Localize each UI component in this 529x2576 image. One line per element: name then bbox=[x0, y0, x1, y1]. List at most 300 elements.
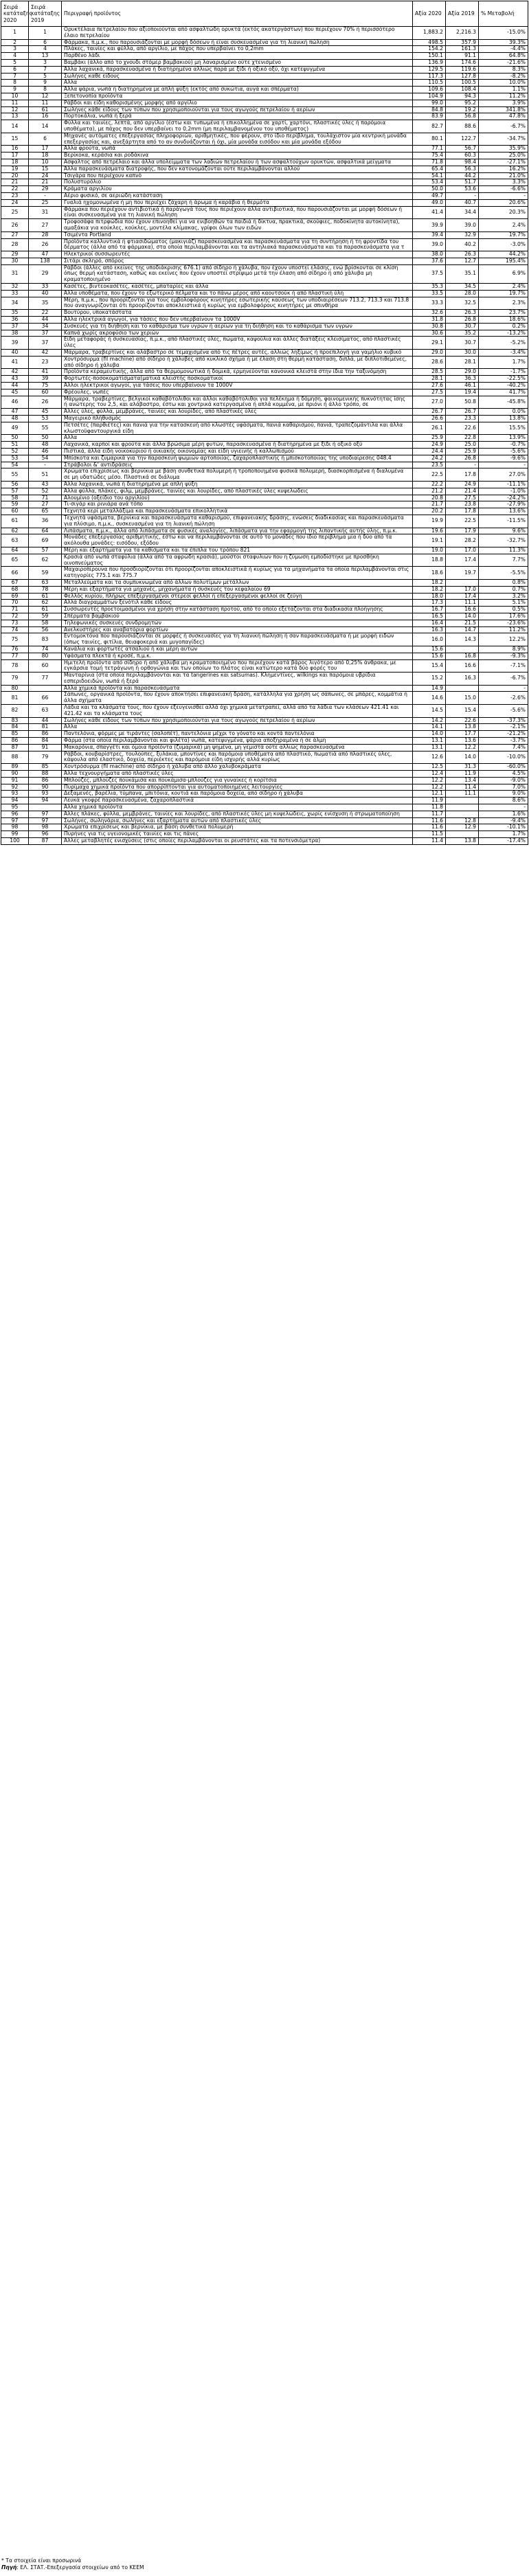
change-cell: -40.2% bbox=[479, 383, 528, 389]
rank-2019-cell: 62 bbox=[29, 554, 62, 567]
description-cell: Δεξαμενές, βαρέλια, τύμπανα, μπιτόνια, κουτιά και παρόμοια δοχεία, από σίδηρο ή χάλυβα bbox=[62, 791, 413, 798]
rank-2019-cell: 7 bbox=[29, 66, 62, 73]
value-2020-cell: 33.5 bbox=[413, 290, 446, 297]
value-2020-cell: 12.2 bbox=[413, 777, 446, 784]
rank-2019-cell: 40 bbox=[29, 290, 62, 297]
rank-2020-cell: 71 bbox=[1, 607, 29, 613]
rank-2019-cell: 93 bbox=[29, 791, 62, 798]
rank-2019-cell: 16 bbox=[29, 113, 62, 120]
change-cell: -10.0% bbox=[479, 751, 528, 764]
description-cell: Αλουμίνιο (οξείδιο του αργιλίου) bbox=[62, 495, 413, 501]
value-2020-cell: 82.7 bbox=[413, 120, 446, 133]
rank-2020-cell: 45 bbox=[1, 389, 29, 396]
change-cell: -37.3% bbox=[479, 717, 528, 724]
value-2019-cell: 13.4 bbox=[446, 777, 479, 784]
description-cell: Άλλα ηλεκτρικά αγωγοί, για τάσεις που δεν υπερβαίνουν τα 1000V bbox=[62, 317, 413, 324]
value-2019-cell: 357.9 bbox=[446, 39, 479, 46]
change-cell: -6.6% bbox=[479, 186, 528, 193]
value-2019-cell: 16.3 bbox=[446, 673, 479, 686]
rank-2019-cell: 66 bbox=[29, 692, 62, 705]
table-row bbox=[1, 744, 528, 751]
value-2019-cell: 15.4 bbox=[446, 705, 479, 718]
rank-2019-cell: 83 bbox=[29, 633, 62, 646]
value-2020-cell: 37.6 bbox=[413, 258, 446, 264]
description-cell: Μαχαιροπίρουνα που προσδιορίζονται ότι προορίζονται αποκλειστικά ή κυρίως για τα μηχανήματα τα οποία περιλαμβάνονται στις κατηγορίες 775.1 και 775.7 bbox=[62, 567, 413, 580]
value-2020-cell: 26.1 bbox=[413, 422, 446, 435]
value-2019-cell: 40.7 bbox=[446, 199, 479, 206]
value-2020-cell: 29.0 bbox=[413, 350, 446, 357]
rank-2019-cell: 86 bbox=[29, 731, 62, 738]
value-2019-cell bbox=[446, 646, 479, 653]
change-cell: 7.4% bbox=[479, 744, 528, 751]
rank-2020-cell: 64 bbox=[1, 547, 29, 554]
description-cell: Χρώματα επιχρίσεως και βερνίκια με βάση συνθετικά πολυμερή ή τροποποιημένα φυσικά πολυμερή, διασκορπισμένα ή διαλυμένα σε μη υδατώδες μέσο. Πλαστικά σε διάλυμα bbox=[62, 468, 413, 482]
value-2019-cell: 14.7 bbox=[446, 626, 479, 633]
description-cell: Υφάσματα πλεκτά ή κροσέ, π.μ.κ. bbox=[62, 653, 413, 659]
table-row bbox=[1, 66, 528, 73]
table-row bbox=[1, 673, 528, 686]
value-2020-cell: 19.0 bbox=[413, 547, 446, 554]
value-2019-cell: 17.9 bbox=[446, 528, 479, 534]
rank-2020-cell: 94 bbox=[1, 798, 29, 804]
rank-2019-cell: 22 bbox=[29, 310, 62, 317]
table-row bbox=[1, 620, 528, 626]
value-2020-cell: 12.5 bbox=[413, 764, 446, 771]
rank-2020-cell: 82 bbox=[1, 705, 29, 718]
description-cell: Άλλα υποθέματα, που έχουν το εξωτερικό πέλματα και το πάνω μέρος από καουτσούκ ή από πλαστική ύλη bbox=[62, 290, 413, 297]
rank-2019-cell: 69 bbox=[29, 534, 62, 547]
rank-2020-cell: 55 bbox=[1, 468, 29, 482]
description-cell: Άλλα ψάρια, νωπά ή διατηρημένα με απλή ψύξη (εκτός από συκώτια, αυγά και σπέρματα) bbox=[62, 87, 413, 93]
value-2020-cell: 53.4 bbox=[413, 179, 446, 186]
rank-2019-cell: 88 bbox=[29, 771, 62, 778]
table-row bbox=[1, 633, 528, 646]
description-cell: Φελλός κυρίου, πλήρως επεξεργασμένοι στερεοί φελλοί ή επεξεργασμένοι φελλοί σε ζεύγη bbox=[62, 593, 413, 600]
rank-2020-cell: 51 bbox=[1, 442, 29, 449]
description-cell: Ορυκτέλαια πετρελαίου που αξιοποιούνται από ασφαλτώδη ορυκτά (εκτός ακατεργάστων) που περιέχουν 70% ή περισσότερο έλαιο πετρελαίου bbox=[62, 27, 413, 40]
table-row bbox=[1, 534, 528, 547]
rank-2019-cell: 71 bbox=[29, 495, 62, 501]
change-cell: - bbox=[479, 804, 528, 811]
rank-2019-cell: 27 bbox=[29, 501, 62, 508]
rank-2020-cell: 99 bbox=[1, 831, 29, 838]
rank-2020-cell: 7 bbox=[1, 73, 29, 80]
rank-2019-cell: 23 bbox=[29, 356, 62, 369]
table-row bbox=[1, 468, 528, 482]
rank-2020-cell: 50 bbox=[1, 435, 29, 442]
value-2019-cell: 31.3 bbox=[446, 764, 479, 771]
rank-2019-cell: 90 bbox=[29, 784, 62, 791]
value-2020-cell: 110.5 bbox=[413, 80, 446, 87]
rank-2019-cell: 13 bbox=[29, 53, 62, 60]
value-2019-cell: 14.0 bbox=[446, 751, 479, 764]
change-cell: -60.0% bbox=[479, 764, 528, 771]
value-2020-cell: 15.6 bbox=[413, 653, 446, 659]
change-cell: -32.7% bbox=[479, 534, 528, 547]
value-2020-cell: 41.4 bbox=[413, 206, 446, 219]
description-cell: Σωλήνες κάθε είδους των τύπων που χρησιμοποιούνται για τους αγωγούς πετρελαίου ή αερίων bbox=[62, 717, 413, 724]
rank-2020-cell: 86 bbox=[1, 738, 29, 745]
rank-2019-cell: 84 bbox=[29, 738, 62, 745]
value-2019-cell: 19.4 bbox=[446, 389, 479, 396]
value-2020-cell: 21.2 bbox=[413, 488, 446, 495]
description-cell: Άλλα φύλλα, πλάκες, φιλμ, μεμβράνες, ταινίες και λουρίδες, από πλαστικές ύλες κυψελώδεις bbox=[62, 488, 413, 495]
description-cell: Τσιμέντα Portland bbox=[62, 231, 413, 238]
value-2019-cell: 22.6 bbox=[446, 717, 479, 724]
description-cell: Μάρμαρα, τραβερτίνες, βελγικοί καθαβότολιθοι και άλλοι καθαβότολιθοι για πελέκημα ή δόμηση, φαινομενικής πυκνότητας ίσης ή ανώτερης του 2,5, και αλάβαστρο, έστω και χοντρικά κατεργασμένα ή απλά κομμένα, με πριόνι ή άλλο τρόπο, σε bbox=[62, 396, 413, 409]
rank-2019-cell: 36 bbox=[29, 515, 62, 528]
table-row bbox=[1, 159, 528, 166]
description-cell: Λάδια και τα κλάσματα τους, που έχουν εξευγενισθεί αλλά όχι χημικά μετατραπεί, αλλά από τα λάδια των κλάσεων 421.41 και 421.42 και τα κλάσματα τους bbox=[62, 705, 413, 718]
change-cell: -5.6% bbox=[479, 449, 528, 455]
description-cell: Φύλλα και ταινίες, λεπτά, από αργίλιο (έστω και τυπωμένα ή επικολλημένα σε χαρτί, χαρτόνι, πλαστικές ύλες ή παρόμοια υποθέματα), με πάχος που δεν υπερβαίνει το 0,2mm (μη περιλαμβανομένου του υποθέματος) bbox=[62, 120, 413, 133]
table-body bbox=[1, 27, 528, 845]
value-2020-cell: 24.9 bbox=[413, 442, 446, 449]
rank-2019-cell: 12 bbox=[29, 93, 62, 100]
description-cell: Μηχανές αυτόματες επεξεργασίας πληροφοριών, αριθμητικές, που φέρουν, στο ίδιο περίβλημα, τουλάχιστον μία κεντρική μονάδα επεξεργασίας και, ανεξάρτητα από το αν συνδυάζονται ή όχι, μία μονάδα εισόδου και μία μονάδα εξόδου bbox=[62, 133, 413, 146]
value-2020-cell: 16.4 bbox=[413, 620, 446, 626]
value-2020-cell: 14.1 bbox=[413, 724, 446, 731]
table-row bbox=[1, 258, 528, 264]
change-cell: 35.9% bbox=[479, 146, 528, 152]
rank-2019-cell: 31 bbox=[29, 206, 62, 219]
rank-2019-cell: 43 bbox=[29, 481, 62, 488]
change-cell: -45.8% bbox=[479, 396, 528, 409]
rank-2019-cell: 37 bbox=[29, 330, 62, 337]
change-cell: 16.2% bbox=[479, 166, 528, 172]
change-cell: -5.6% bbox=[479, 705, 528, 718]
rank-2020-cell: 35 bbox=[1, 310, 29, 317]
rank-2020-cell: 33 bbox=[1, 290, 29, 297]
value-2020-cell: 33.3 bbox=[413, 297, 446, 310]
description-cell: Στράβολοι &' αντιδράσεις bbox=[62, 462, 413, 468]
rank-2019-cell: 17 bbox=[29, 146, 62, 152]
rank-2020-cell: 80 bbox=[1, 685, 29, 692]
description-cell: Κρασιά από νωπά σταφύλια (άλλα από τα αφρώδη κρασιά), μούστοι σταφυλιών που η ζύμωση εμποδίστηκε με προσθήκη οινοπνεύματος bbox=[62, 554, 413, 567]
change-cell: 1.7% bbox=[479, 356, 528, 369]
rank-2020-cell: 57 bbox=[1, 488, 29, 495]
description-cell: Τσιγάρα που περιέχουν καπνό bbox=[62, 172, 413, 179]
change-cell: -4.4% bbox=[479, 46, 528, 53]
rank-2020-cell: 79 bbox=[1, 673, 29, 686]
description-cell: Προϊόντα καλλυντικά ή φτιασιδώματος (μακιγιάζ) παρασκευασμένα και παρασκευάσματα για τη συντήρηση ή τη φροντίδα του δέρματος (άλλα από τα φάρμακα), στα οποία περιλαμβάνονται και τα αντηλιακά παρασκευάσματα και τα παρασκευάσματα για τ bbox=[62, 238, 413, 251]
rank-2019-cell: 21 bbox=[29, 179, 62, 186]
value-2020-cell: 75.4 bbox=[413, 152, 446, 159]
rank-2019-cell: 52 bbox=[29, 488, 62, 495]
rank-2019-cell: 14 bbox=[29, 120, 62, 133]
rank-2019-cell: 44 bbox=[29, 317, 62, 324]
description-cell: Άλλοι ηλεκτρικοί αγωγοί, για τάσεις που υπερβαίνουν τα 1000V bbox=[62, 383, 413, 389]
description-cell: Ανελκυστήρες και αναβατόρια φορτίων bbox=[62, 626, 413, 633]
rank-2019-cell: 86 bbox=[29, 777, 62, 784]
table-row bbox=[1, 567, 528, 580]
rank-2019-cell: 6 bbox=[29, 39, 62, 46]
description-cell: Προϊόντα κεραμευτικής, άλλα από τα θερμομονωτικά ή δομικά, ερμηνεύονται κανονικά κλειστά στην ίδια την ταξινόμηση bbox=[62, 369, 413, 376]
rank-2020-cell: 40 bbox=[1, 350, 29, 357]
change-cell: 41.7% bbox=[479, 389, 528, 396]
change-cell: 1.1% bbox=[479, 87, 528, 93]
description-cell: Λιπάσματα, π.μ.κ., άλλα από λιπάσματα σε φυσικές αναλογίες, λιπάσματα για την εφαρμογή της λιπαντικής αυτής ύλης, π.μ.κ. bbox=[62, 528, 413, 534]
description-cell: Μπίσκοτα και ζυμαρικά για την παρασκευή ψωμιών αρτοποιίας, ζαχαροπλαστικής ή μπισκοτοποιίας της υποδιαίρεσης 048.4 bbox=[62, 455, 413, 462]
value-2020-cell: 49.7 bbox=[413, 192, 446, 199]
value-2019-cell: 21.5 bbox=[446, 620, 479, 626]
rank-2019-cell: 81 bbox=[29, 724, 62, 731]
rank-2020-cell: 65 bbox=[1, 554, 29, 567]
description-cell: Βερίκοκα, κεράσια και ροδάκινα bbox=[62, 152, 413, 159]
header-rank-2019: Σειρά κατάταξης 2019 bbox=[29, 1, 62, 27]
value-2019-cell: 19.2 bbox=[446, 106, 479, 113]
value-2020-cell: 27.6 bbox=[413, 383, 446, 389]
rank-2020-cell: 24 bbox=[1, 199, 29, 206]
rank-2020-cell: 87 bbox=[1, 744, 29, 751]
rank-2019-cell: 25 bbox=[29, 199, 62, 206]
change-cell: 0.2% bbox=[479, 323, 528, 330]
value-2019-cell: 28.1 bbox=[446, 356, 479, 369]
value-2019-cell: - bbox=[446, 192, 479, 199]
value-2019-cell: 14.3 bbox=[446, 633, 479, 646]
rank-2020-cell: 47 bbox=[1, 409, 29, 416]
rank-2020-cell: 46 bbox=[1, 396, 29, 409]
value-2019-cell: 39.0 bbox=[446, 219, 479, 232]
value-2019-cell: 2,216.3 bbox=[446, 27, 479, 40]
change-cell: 19.7% bbox=[479, 231, 528, 238]
value-2020-cell: 24.2 bbox=[413, 455, 446, 462]
description-cell: Μεταλλεύματα και τα συμπυκνωμένα από άλλων πολυτίμων μετάλλων bbox=[62, 579, 413, 586]
rank-2019-cell: 60 bbox=[29, 389, 62, 396]
table-row bbox=[1, 133, 528, 146]
value-2019-cell: 11.1 bbox=[446, 600, 479, 607]
value-2019-cell: 15.0 bbox=[446, 692, 479, 705]
rank-2020-cell: 27 bbox=[1, 231, 29, 238]
value-2019-cell: 108.4 bbox=[446, 87, 479, 93]
rank-2020-cell: 81 bbox=[1, 692, 29, 705]
value-2020-cell: 28.5 bbox=[413, 369, 446, 376]
change-cell: 2.4% bbox=[479, 219, 528, 232]
rank-2020-cell: 2 bbox=[1, 39, 29, 46]
table-row bbox=[1, 93, 528, 100]
value-2019-cell: 11.1 bbox=[446, 791, 479, 798]
table-row bbox=[1, 586, 528, 593]
description-cell: Άλλες πλάκες, φύλλα, μεμβράνες, ταινίες και λουρίδες, από πλαστικές ύλες μη κυψελώδεις, χωρίς ενίσχυση ή στρωματοποίηση bbox=[62, 811, 413, 817]
description-cell: Χοντρόσυρμα (fil machine) από σίδηρο ή χάλυβες από κυκλικό σχήμα ή με έλαση στη θερμή κατάσταση, διπλά, με διπλοτιθεμένες, από σίδηρο ή χάλυβα bbox=[62, 356, 413, 369]
rank-2019-cell: 10 bbox=[29, 159, 62, 166]
rank-2019-cell: 97 bbox=[29, 817, 62, 824]
value-2020-cell: 498.5 bbox=[413, 39, 446, 46]
value-2019-cell: 16.6 bbox=[446, 607, 479, 613]
value-2019-cell: 16.6 bbox=[446, 659, 479, 673]
rank-2020-cell: 78 bbox=[1, 659, 29, 673]
change-cell: 64.8% bbox=[479, 53, 528, 60]
rank-2019-cell: 85 bbox=[29, 764, 62, 771]
description-cell: Καπνά χωρίς ακροφύσιο των χεριών bbox=[62, 330, 413, 337]
rank-2019-cell: 44 bbox=[29, 717, 62, 724]
rank-2019-cell: 53 bbox=[29, 416, 62, 422]
table-row bbox=[1, 323, 528, 330]
value-2020-cell: 11.8 bbox=[413, 804, 446, 811]
rank-2019-cell: 63 bbox=[29, 705, 62, 718]
table-row bbox=[1, 389, 528, 396]
value-2019-cell: 30.0 bbox=[446, 350, 479, 357]
table-row bbox=[1, 100, 528, 106]
value-2019-cell: 24.9 bbox=[446, 481, 479, 488]
header-value-2020: Αξία 2020 bbox=[413, 1, 446, 27]
rank-2020-cell: 88 bbox=[1, 751, 29, 764]
rank-2020-cell: 13 bbox=[1, 113, 29, 120]
change-cell: -10.1% bbox=[479, 824, 528, 831]
value-2020-cell: 136.9 bbox=[413, 59, 446, 66]
change-cell: -27.9% bbox=[479, 501, 528, 508]
value-2019-cell bbox=[446, 811, 479, 817]
rank-2019-cell: 8 bbox=[29, 87, 62, 93]
header-value-2019: Αξία 2019 bbox=[446, 1, 479, 27]
change-cell: 9.0% bbox=[479, 791, 528, 798]
table-row bbox=[1, 554, 528, 567]
rank-2019-cell: 63 bbox=[29, 579, 62, 586]
rank-2019-cell: 4 bbox=[29, 46, 62, 53]
rank-2020-cell: 39 bbox=[1, 337, 29, 350]
rank-2020-cell: 4 bbox=[1, 53, 29, 60]
value-2019-cell: 44.2 bbox=[446, 172, 479, 179]
rank-2020-cell: 30 bbox=[1, 258, 29, 264]
value-2020-cell: 22.5 bbox=[413, 468, 446, 482]
description-cell: Γυαλιά ηχομονωμένα ή μη που περιέχει ζάχαρη ή άρωμα ή καράβια ή θερμότα bbox=[62, 199, 413, 206]
change-cell: 3.2% bbox=[479, 593, 528, 600]
table-row bbox=[1, 73, 528, 80]
value-2019-cell: 46.1 bbox=[446, 383, 479, 389]
table-row bbox=[1, 350, 528, 357]
rank-2020-cell: 12 bbox=[1, 106, 29, 113]
change-cell: -9.0% bbox=[479, 777, 528, 784]
rank-2020-cell: 58 bbox=[1, 495, 29, 501]
rank-2020-cell: 20 bbox=[1, 172, 29, 179]
change-cell: -1.0% bbox=[479, 488, 528, 495]
change-cell: -5.2% bbox=[479, 337, 528, 350]
rank-2020-cell: 72 bbox=[1, 613, 29, 620]
description-cell: Κασέτες, βιντεοκασέτες, κασέτες, μπαταρίες και άλλα bbox=[62, 284, 413, 291]
table-row bbox=[1, 455, 528, 462]
change-cell: 20.3% bbox=[479, 206, 528, 219]
description-cell: Πυρίμαχα χημικά προϊόντα που απορρίπτονται για αυτοματοποιημένες λειτουργίες bbox=[62, 784, 413, 791]
rank-2019-cell: 11 bbox=[29, 100, 62, 106]
change-cell: 39.3% bbox=[479, 39, 528, 46]
description-cell: Άλλα τεχνουργήματα από πλαστικές ύλες bbox=[62, 771, 413, 778]
table-row bbox=[1, 206, 528, 219]
rank-2019-cell: 60 bbox=[29, 659, 62, 673]
description-cell: Πορτοκάλια, νωπά ή ξερά bbox=[62, 113, 413, 120]
description-cell: Άλλα λαχανικά, παρασκευασμένα ή διατηρημένα αλλιώς παρά με ξίδι ή οξικό οξύ, όχι κατεψυγμένα bbox=[62, 66, 413, 73]
rank-2019-cell: 5 bbox=[29, 73, 62, 80]
change-cell: 3.3% bbox=[479, 179, 528, 186]
rank-2020-cell: 60 bbox=[1, 508, 29, 515]
rank-2020-cell: 97 bbox=[1, 817, 29, 824]
value-2020-cell: 30.6 bbox=[413, 330, 446, 337]
rank-2020-cell: 14 bbox=[1, 120, 29, 133]
rank-2020-cell: 6 bbox=[1, 66, 29, 73]
rank-2019-cell: 15 bbox=[29, 166, 62, 172]
rank-2020-cell: 36 bbox=[1, 317, 29, 324]
value-2020-cell: 18.0 bbox=[413, 593, 446, 600]
value-2020-cell: 11.9 bbox=[413, 798, 446, 804]
description-cell: Συσσωρευτές προετοιμασμένοι για χρήση στην κατάσταση προτού, από το οποίο εξετάζονται στα διαδικασία πλοήγησης bbox=[62, 607, 413, 613]
value-2020-cell: 16.5 bbox=[413, 613, 446, 620]
change-cell: 10.0% bbox=[479, 80, 528, 87]
value-2020-cell: 11.6 bbox=[413, 824, 446, 831]
change-cell: 23.7% bbox=[479, 310, 528, 317]
rank-2019-cell: 61 bbox=[29, 106, 62, 113]
rank-2019-cell: 34 bbox=[29, 323, 62, 330]
description-cell: Ράβδοι και είδη καθορισμένης μορφής από αργίλιο bbox=[62, 100, 413, 106]
change-cell: -6.7% bbox=[479, 673, 528, 686]
description-cell: Λευκά γκοφρέ παρασκευασμένα, ζαχαροπλαστικά bbox=[62, 798, 413, 804]
rank-2020-cell: 8 bbox=[1, 80, 29, 87]
change-cell: -24.2% bbox=[479, 495, 528, 501]
rank-2019-cell: 87 bbox=[29, 838, 62, 845]
table-row bbox=[1, 317, 528, 324]
rank-2019-cell: 64 bbox=[29, 528, 62, 534]
description-cell: Ημιτελή προϊόντα από σίδηρο ή από χάλυβα μη κραματοποιημένο που περιέχουν κατά βάρος λιγότερο από 0,25% άνθρακα, με εγκάρσια τομή τετράγωνη ή ορθογώνια και των οποίων το πλάτος είναι κατώτερο κατά δύο φορές του bbox=[62, 659, 413, 673]
description-cell: Εντομοκτόνα που παρουσιάζονται σε μορφές ή συσκευασίες για τη λιανική πώληση ή σαν παρασκευάσματα ή με μορφή ειδών (όπως ταινίες, φιτίλια, θειαφοκεριά και μυγοπαγίδες) bbox=[62, 633, 413, 646]
rank-2020-cell: 92 bbox=[1, 784, 29, 791]
provisional-note: * Τα στοιχεία είναι προσωρινά bbox=[1, 2557, 82, 2564]
value-2019-cell: 13.8 bbox=[446, 838, 479, 845]
change-cell: -1.7% bbox=[479, 369, 528, 376]
value-2019-cell: 17.7 bbox=[446, 731, 479, 738]
description-cell: Ασφαλτος από πετρέλαιο και άλλα υπολείμματα των λαδιών πετρελαίου ή των ασφαλτούχων ορυκτών, ασφαλτικά μείγματα bbox=[62, 159, 413, 166]
value-2019-cell: 30.7 bbox=[446, 337, 479, 350]
header-change: % Μεταβολή bbox=[479, 1, 528, 27]
change-cell: 7.7% bbox=[479, 554, 528, 567]
value-2020-cell: 17.3 bbox=[413, 600, 446, 607]
description-cell: Παντελόνια, φόρμες με τιράντες (σαλοπέτ), παντελόνια μέχρι το γόνατο και κοντά παντελόνια bbox=[62, 731, 413, 738]
rank-2020-cell: 16 bbox=[1, 146, 29, 152]
rank-2020-cell: 70 bbox=[1, 600, 29, 607]
value-2019-cell: 98.4 bbox=[446, 159, 479, 166]
value-2020-cell: 27.5 bbox=[413, 389, 446, 396]
table-row bbox=[1, 264, 528, 283]
table-row bbox=[1, 508, 528, 515]
table-row bbox=[1, 396, 528, 409]
value-2020-cell: 30.8 bbox=[413, 323, 446, 330]
value-2019-cell: 12.9 bbox=[446, 824, 479, 831]
change-cell: 8.6% bbox=[479, 798, 528, 804]
rank-2020-cell: 5 bbox=[1, 59, 29, 66]
description-cell: Συσκευές για τη διήθηση και το καθάρισμα των υγρών ή αερίων για τη διήθηση και το καθάρισμα των υγρών bbox=[62, 323, 413, 330]
change-cell: 17.6% bbox=[479, 613, 528, 620]
table-row bbox=[1, 579, 528, 586]
value-2020-cell: 22.2 bbox=[413, 481, 446, 488]
rank-2020-cell: 3 bbox=[1, 46, 29, 53]
value-2020-cell: 109.6 bbox=[413, 87, 446, 93]
value-2019-cell: 119.6 bbox=[446, 66, 479, 73]
rank-2019-cell: 74 bbox=[29, 646, 62, 653]
rank-2019-cell: 9 bbox=[29, 80, 62, 87]
value-2020-cell: 99.0 bbox=[413, 100, 446, 106]
change-cell: 15.5% bbox=[479, 422, 528, 435]
change-cell: 4.5% bbox=[479, 771, 528, 778]
change-cell: 5.1% bbox=[479, 600, 528, 607]
rank-2020-cell: 74 bbox=[1, 626, 29, 633]
table-row bbox=[1, 416, 528, 422]
source-text: : ΕΛ. ΣΤΑΤ.-Επεξεργασία στοιχείων από το ΚΕΕΜ bbox=[16, 2564, 144, 2571]
value-2019-cell: 94.3 bbox=[446, 93, 479, 100]
change-cell: -34.7% bbox=[479, 133, 528, 146]
value-2020-cell: 16.3 bbox=[413, 626, 446, 633]
description-cell: Σιτάρι σκληρό, σπόρος bbox=[62, 258, 413, 264]
change-cell: 2.4% bbox=[479, 284, 528, 291]
value-2020-cell: 11.7 bbox=[413, 811, 446, 817]
value-2019-cell: 17.0 bbox=[446, 547, 479, 554]
rank-2020-cell: 83 bbox=[1, 717, 29, 724]
